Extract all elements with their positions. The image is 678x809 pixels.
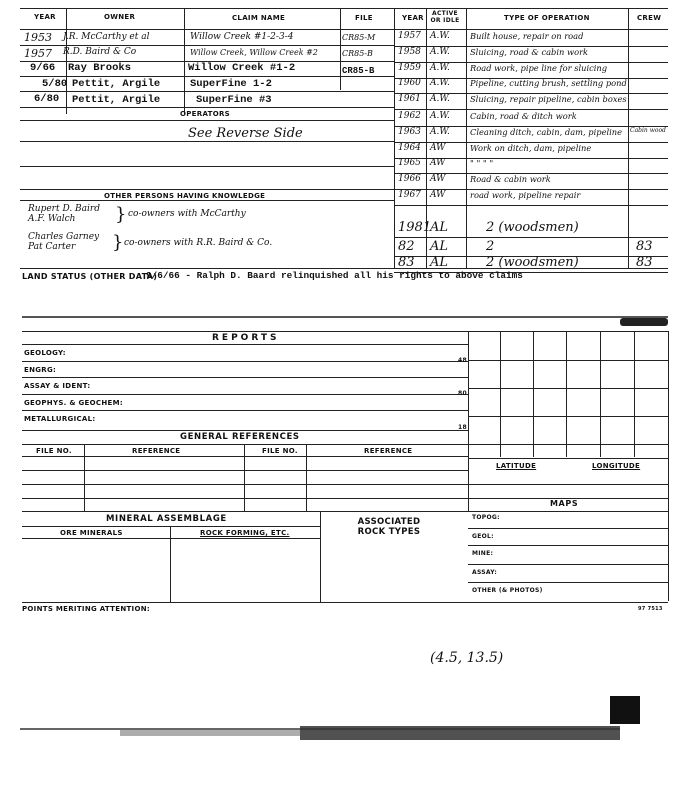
- ore-minerals-label: ORE MINERALS: [60, 529, 123, 537]
- other-person-2-name-2: Pat Carter: [28, 242, 76, 252]
- operation-status: A.W.: [430, 78, 450, 88]
- operation-year: 1967: [398, 190, 421, 200]
- maps-topog: TOPOG:: [472, 514, 500, 521]
- operation-status: AL: [430, 239, 449, 254]
- scale-number-48: 48: [458, 357, 467, 364]
- operation-status: A.W.: [430, 47, 450, 57]
- ref-col-file-no-2: FILE NO.: [262, 447, 298, 455]
- operation-status: A.W.: [430, 31, 450, 41]
- operation-year: 1966: [398, 174, 421, 184]
- land-status-text: 9/6/66 - Ralph D. Baard relinquished all his rights to above claims: [146, 270, 523, 281]
- operation-type: Sluicing, road & cabin work: [470, 47, 589, 57]
- operation-status: A.W.: [430, 94, 450, 104]
- operation-year: 1964: [398, 143, 421, 153]
- header-claim-name: CLAIM NAME: [232, 14, 286, 22]
- operators-label: OPERATORS: [180, 110, 230, 118]
- operation-type: 2 (woodsmen): [486, 220, 579, 235]
- header-active-idle: ACTIVE OR IDLE: [430, 10, 460, 24]
- other-person-1-name-2: A.F. Walch: [28, 214, 76, 224]
- ref-col-file-no-1: FILE NO.: [36, 447, 72, 455]
- operation-year: 1963: [398, 127, 421, 137]
- operation-year: 1958: [398, 47, 421, 57]
- other-persons-label: OTHER PERSONS HAVING KNOWLEDGE: [104, 192, 266, 200]
- operation-year: 1981: [398, 220, 432, 235]
- other-person-2-note: co-owners with R.R. Baird & Co.: [124, 238, 273, 248]
- other-person-1-brace: }: [115, 204, 127, 225]
- owner-row-5-claim: SuperFine #3: [196, 94, 272, 106]
- operation-year: 82: [398, 239, 415, 254]
- operation-crew: 83: [636, 239, 653, 254]
- general-references-title: GENERAL REFERENCES: [180, 432, 300, 442]
- operation-year: 1957: [398, 31, 421, 41]
- operation-status: AL: [430, 220, 449, 235]
- operation-type: road work, pipeline repair: [470, 190, 581, 200]
- owner-row-1-year: 1953: [24, 31, 52, 44]
- maps-title: MAPS: [550, 499, 579, 508]
- operation-type: Pipeline, cutting brush, settling pond: [470, 78, 627, 88]
- report-engrg: ENGRG:: [24, 366, 57, 374]
- maps-other: OTHER (& PHOTOS): [472, 587, 543, 594]
- land-status-label: LAND STATUS (OTHER DATA): [22, 272, 158, 281]
- operation-status: AW: [430, 190, 446, 200]
- scale-number-18: 18: [458, 424, 467, 431]
- header-file: FILE: [355, 14, 373, 22]
- mineral-assemblage-title: MINERAL ASSEMBLAGE: [106, 514, 227, 524]
- form-number: 97 7513: [638, 606, 663, 612]
- operation-year: 1961: [398, 94, 421, 104]
- owner-row-4-claim: SuperFine 1-2: [190, 78, 272, 90]
- associated-rock-types: ASSOCIATED ROCK TYPES: [357, 517, 421, 537]
- coordinates-note: (4.5, 13.5): [430, 650, 504, 666]
- operation-year: 83: [398, 255, 415, 270]
- maps-mine: MINE:: [472, 550, 494, 557]
- other-person-2-name-1: Charles Garney: [28, 232, 100, 242]
- scale-number-80: 80: [458, 390, 467, 397]
- maps-geol: GEOL:: [472, 533, 494, 540]
- operation-year: 1962: [398, 111, 421, 121]
- report-geophys: GEOPHYS. & GEOCHEM:: [24, 399, 123, 407]
- operation-type: Built house, repair on road: [470, 31, 584, 41]
- header-type-of-operation: TYPE OF OPERATION: [504, 14, 590, 22]
- operation-crew: 83: [636, 255, 653, 270]
- owner-row-1-claim: Willow Creek #1-2-3-4: [190, 32, 294, 42]
- ref-col-reference-2: REFERENCE: [364, 447, 413, 455]
- maps-assay: ASSAY:: [472, 569, 498, 576]
- header-owner: OWNER: [104, 13, 136, 21]
- owner-row-5-owner: Pettit, Argile: [72, 94, 161, 106]
- operation-status: A.W.: [430, 63, 450, 73]
- operation-type: Road work, pipe line for sluicing: [470, 63, 608, 73]
- owner-row-1-owner: J.R. McCarthy et al: [63, 32, 150, 42]
- ref-col-reference-1: REFERENCE: [132, 447, 181, 455]
- owner-row-4-owner: Pettit, Argile: [72, 78, 161, 90]
- other-person-1-name-1: Rupert D. Baird: [28, 204, 100, 214]
- operation-status: AW: [430, 143, 446, 153]
- operation-type: 2 (woodsmen): [486, 255, 579, 270]
- report-geology: GEOLOGY:: [24, 349, 66, 357]
- latitude-label: LATITUDE: [496, 462, 537, 470]
- report-assay: ASSAY & IDENT:: [24, 382, 91, 390]
- owner-row-2-claim: Willow Creek, Willow Creek #2: [190, 48, 318, 57]
- operation-status: AL: [430, 255, 449, 270]
- rock-forming-label: ROCK FORMING, ETC.: [200, 529, 290, 537]
- owner-row-5-year: 6/80: [34, 93, 60, 105]
- scan-noise-band: [22, 316, 668, 318]
- operation-type: 2: [486, 239, 495, 254]
- operation-type: " " " ": [470, 158, 494, 168]
- operation-status: A.W.: [430, 127, 450, 137]
- owner-row-3-owner: Ray Brooks: [68, 62, 132, 74]
- operation-type: Cabin, road & ditch work: [470, 111, 577, 121]
- operation-year: 1965: [398, 158, 421, 168]
- operation-type: Sluicing, repair pipeline, cabin boxes: [470, 94, 627, 104]
- owner-row-1-file: CR85-M: [342, 33, 376, 42]
- operation-type: Road & cabin work: [470, 174, 551, 184]
- operation-year: 1959: [398, 63, 421, 73]
- report-metallurgical: METALLURGICAL:: [24, 415, 96, 423]
- owner-row-4-year: 5/80: [42, 78, 68, 90]
- operation-type: Work on ditch, dam, pipeline: [470, 143, 592, 153]
- owner-row-3-file: CR85-B: [342, 66, 375, 76]
- operation-status: A.W.: [430, 111, 450, 121]
- owner-row-2-file: CR85-B: [342, 49, 373, 58]
- other-person-2-brace: }: [112, 232, 124, 253]
- points-meriting-attention: POINTS MERITING ATTENTION:: [22, 605, 150, 613]
- reports-title: REPORTS: [212, 333, 280, 343]
- header-crew: CREW: [637, 14, 662, 22]
- operators-note: See Reverse Side: [188, 126, 303, 141]
- owner-row-2-owner: R.D. Baird & Co: [63, 47, 137, 57]
- header-year: YEAR: [34, 13, 56, 21]
- operation-status: AW: [430, 174, 446, 184]
- operation-year: 1960: [398, 78, 421, 88]
- owner-row-3-claim: Willow Creek #1-2: [188, 62, 296, 74]
- operation-crew: Cabin wood: [630, 127, 666, 134]
- owner-row-3-year: 9/66: [30, 62, 56, 74]
- operation-status: AW: [430, 158, 446, 168]
- owner-row-2-year: 1957: [24, 47, 52, 60]
- header-work-year: YEAR: [402, 14, 424, 22]
- other-person-1-note: co-owners with McCarthy: [128, 209, 246, 219]
- operation-type: Cleaning ditch, cabin, dam, pipeline: [470, 127, 623, 137]
- longitude-label: LONGITUDE: [592, 462, 641, 470]
